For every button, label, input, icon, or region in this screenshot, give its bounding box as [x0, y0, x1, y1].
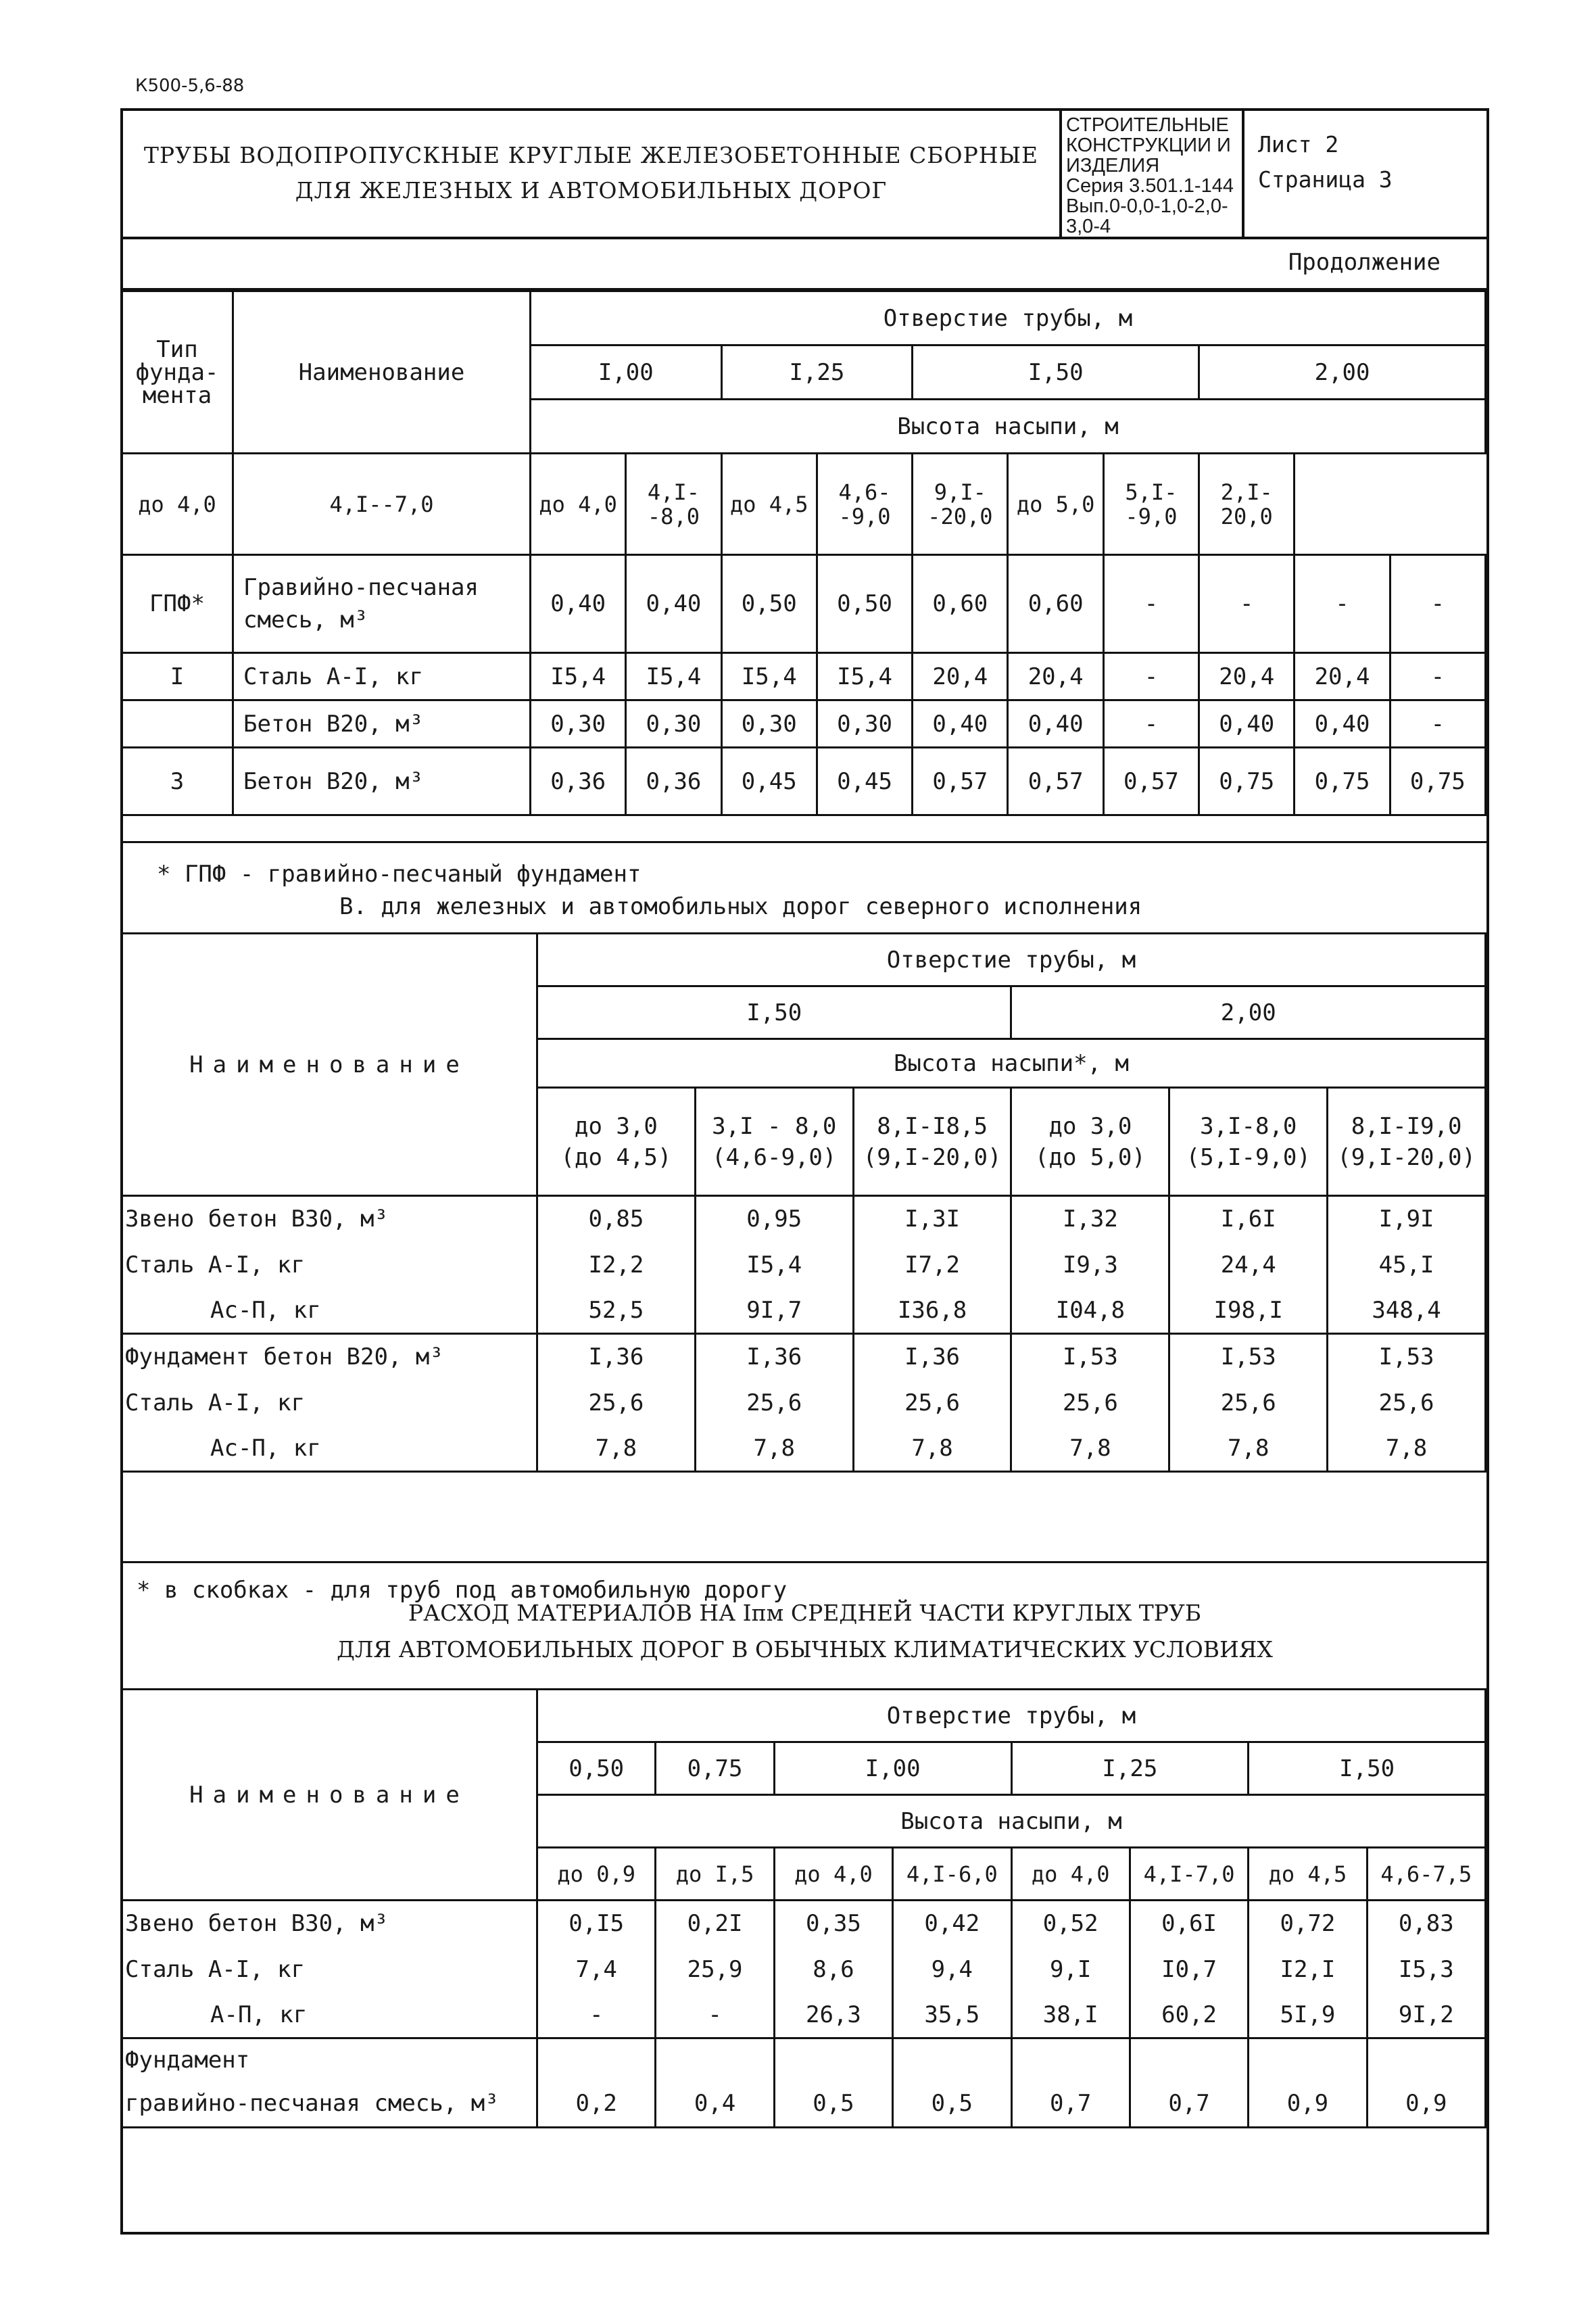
height-cell: 4,6--9,0: [817, 454, 912, 555]
value-cell: [893, 2038, 1011, 2082]
value-cell: 35,5: [893, 1992, 1011, 2038]
type-cell: [122, 700, 233, 748]
value-cell: 25,6: [537, 1380, 696, 1426]
section-b-title: В. для железных и автомобильных дорог северного исполнения: [339, 893, 1142, 920]
height-cell: 4,I-6,0: [893, 1848, 1011, 1901]
opening-cell: 0,50: [537, 1742, 656, 1795]
height-line: (до 5,0): [1035, 1143, 1146, 1171]
name-label: Наименование: [298, 358, 465, 386]
title-line-2: ДЛЯ ЖЕЛЕЗНЫХ И АВТОМОБИЛЬНЫХ ДОРОГ: [295, 177, 888, 204]
table-row: [122, 653, 1486, 700]
value-cell: 0,40: [913, 700, 1008, 748]
table-3-title-line-2: ДЛЯ АВТОМОБИЛЬНЫХ ДОРОГ В ОБЫЧНЫХ КЛИМАТИЧЕСКИХ УСЛОВИЯХ: [337, 1636, 1273, 1663]
value-cell: 0,40: [531, 555, 626, 653]
value-cell: 0,57: [913, 748, 1008, 815]
value-cell: [656, 2038, 774, 2082]
value-cell: 25,9: [656, 1947, 774, 1992]
table-row: [122, 1426, 1486, 1472]
height-cell: [1011, 1088, 1169, 1196]
col-header-type: [122, 291, 233, 454]
value-cell: 25,6: [695, 1380, 853, 1426]
value-cell: -: [1103, 555, 1199, 653]
value-cell: I,36: [695, 1334, 853, 1380]
name-cell: Бетон В20, м³: [233, 748, 531, 815]
value-cell: 0,75: [1295, 748, 1390, 815]
height-line: до 3,0: [1048, 1112, 1132, 1140]
value-cell: 0,2I: [656, 1901, 774, 1947]
value-cell: 26,3: [774, 1992, 892, 2038]
sheet-number: Лист 2: [1258, 131, 1339, 158]
col-header-name: [233, 291, 531, 454]
table-row: [122, 2081, 1486, 2127]
value-cell: 20,4: [1199, 653, 1295, 700]
value-cell: 0,40: [626, 555, 721, 653]
value-cell: I,9I: [1328, 1196, 1486, 1242]
value-cell: I2,2: [537, 1242, 696, 1288]
value-cell: I36,8: [853, 1288, 1011, 1334]
value-cell: 0,4: [656, 2081, 774, 2127]
value-cell: 25,6: [1328, 1380, 1486, 1426]
value-cell: 24,4: [1169, 1242, 1328, 1288]
value-cell: I7,2: [853, 1242, 1011, 1288]
value-cell: 7,8: [1328, 1426, 1486, 1472]
value-cell: 20,4: [1295, 653, 1390, 700]
value-cell: 0,72: [1249, 1901, 1367, 1947]
north-table: [120, 932, 1486, 1473]
type-cell: ГПФ*: [122, 555, 233, 653]
table-3-title-line-1: РАСХОД МАТЕРИАЛОВ НА Iпм СРЕДНЕЙ ЧАСТИ КРУГЛЫХ ТРУБ: [408, 1600, 1202, 1626]
value-cell: I9,3: [1011, 1242, 1169, 1288]
value-cell: 0,60: [913, 555, 1008, 653]
series-line: ИЗДЕЛИЯ: [1066, 155, 1160, 176]
value-cell: 7,8: [537, 1426, 696, 1472]
document-title: [123, 138, 1059, 208]
table-row: [122, 2038, 1486, 2082]
note-block-1: [123, 841, 1486, 920]
table-row: [122, 1947, 1486, 1992]
value-cell: 0,30: [817, 700, 912, 748]
foundation-table: [120, 290, 1486, 816]
value-cell: I98,I: [1169, 1288, 1328, 1334]
value-cell: 0,30: [531, 700, 626, 748]
value-cell: 0,30: [626, 700, 721, 748]
table-row: [122, 700, 1486, 748]
value-cell: 0,40: [1008, 700, 1103, 748]
value-cell: 0,6I: [1130, 1901, 1248, 1947]
value-cell: 0,36: [626, 748, 721, 815]
value-cell: 25,6: [1011, 1380, 1169, 1426]
value-cell: [1011, 2038, 1130, 2082]
name-cell: Сталь А-I, кг: [122, 1242, 537, 1288]
footnote-brackets: * в скобках - для труб под автомобильную дорогу: [137, 1577, 788, 1604]
name-cell: Звено бетон В30, м³: [122, 1196, 537, 1242]
value-cell: 0,83: [1367, 1901, 1485, 1947]
type-cell: 3: [122, 748, 233, 815]
value-cell: I5,3: [1367, 1947, 1485, 1992]
value-cell: I5,4: [626, 653, 721, 700]
height-cell: [537, 1088, 696, 1196]
document-code: К500-5,6-88: [135, 76, 245, 96]
height-line: 3,I-8,0: [1200, 1112, 1297, 1140]
value-cell: [774, 2038, 892, 2082]
value-cell: 52,5: [537, 1288, 696, 1334]
height-cell: до 0,9: [537, 1848, 656, 1901]
value-cell: 0,60: [1008, 555, 1103, 653]
value-cell: 7,8: [695, 1426, 853, 1472]
value-cell: 7,4: [537, 1947, 656, 1992]
value-cell: 0,75: [1390, 748, 1485, 815]
value-cell: 0,7: [1130, 2081, 1248, 2127]
series-cell: [1059, 111, 1242, 237]
opening-cell: 2,00: [1199, 345, 1486, 400]
col-header-height: Высота насыпи, м: [531, 400, 1486, 454]
value-cell: 20,4: [1008, 653, 1103, 700]
height-cell: до 4,5: [721, 454, 817, 555]
value-cell: 9,4: [893, 1947, 1011, 1992]
value-cell: 0,50: [817, 555, 912, 653]
value-cell: -: [1390, 555, 1485, 653]
value-cell: 0,7: [1011, 2081, 1130, 2127]
height-line: (5,I-9,0): [1186, 1143, 1311, 1171]
value-cell: 0,9: [1367, 2081, 1485, 2127]
height-cell: 2,I-20,0: [1199, 454, 1295, 555]
name-cell: Ас-П, кг: [122, 1426, 537, 1472]
value-cell: 7,8: [1011, 1426, 1169, 1472]
height-cell: [695, 1088, 853, 1196]
value-cell: -: [1199, 555, 1295, 653]
height-line: (9,I-20,0): [1337, 1143, 1476, 1171]
value-cell: I,53: [1011, 1334, 1169, 1380]
opening-cell: I,50: [537, 986, 1011, 1039]
col-header-opening: Отверстие трубы, м: [537, 934, 1486, 986]
value-cell: 0,40: [1295, 700, 1390, 748]
value-cell: 0,45: [721, 748, 817, 815]
table-row: [122, 1901, 1486, 1947]
name-cell: Гравийно-песчаная смесь, м³: [233, 555, 531, 653]
col-header-height: Высота насыпи*, м: [537, 1039, 1486, 1088]
value-cell: -: [656, 1992, 774, 2038]
title-line-1: ТРУБЫ ВОДОПРОПУСКНЫЕ КРУГЛЫЕ ЖЕЛЕЗОБЕТОННЫЕ СБОРНЫЕ: [143, 142, 1039, 168]
value-cell: 0,5: [774, 2081, 892, 2127]
value-cell: 7,8: [853, 1426, 1011, 1472]
table-row: [122, 1242, 1486, 1288]
name-cell: Сталь А-I, кг: [122, 1380, 537, 1426]
height-line: (до 4,5): [560, 1143, 672, 1171]
height-cell: до 4,0: [1011, 1848, 1130, 1901]
name-cell: Сталь А-I, кг: [122, 1947, 537, 1992]
value-cell: I,36: [537, 1334, 696, 1380]
value-cell: 60,2: [1130, 1992, 1248, 2038]
height-line: 8,I-I8,5: [877, 1112, 988, 1140]
name-cell: Ас-П, кг: [122, 1288, 537, 1334]
value-cell: 0,45: [817, 748, 912, 815]
value-cell: 7,8: [1169, 1426, 1328, 1472]
height-cell: [1328, 1088, 1486, 1196]
name-cell: Звено бетон В30, м³: [122, 1901, 537, 1947]
value-cell: 9I,7: [695, 1288, 853, 1334]
value-cell: 9I,2: [1367, 1992, 1485, 2038]
value-cell: 0,57: [1008, 748, 1103, 815]
value-cell: [1249, 2038, 1367, 2082]
name-cell: гравийно-песчаная смесь, м³: [122, 2081, 537, 2127]
value-cell: -: [1390, 700, 1485, 748]
table-row: [122, 1288, 1486, 1334]
value-cell: 20,4: [913, 653, 1008, 700]
series-issue: Вып.0-0,0-1,0-2,0-3,0-4: [1066, 195, 1228, 237]
height-line: до 3,0: [575, 1112, 658, 1140]
col-header-opening: Отверстие трубы, м: [537, 1690, 1486, 1742]
road-table: [120, 1688, 1486, 2128]
value-cell: 9,I: [1011, 1947, 1130, 1992]
value-cell: 45,I: [1328, 1242, 1486, 1288]
value-cell: 348,4: [1328, 1288, 1486, 1334]
table-row: [122, 748, 1486, 815]
value-cell: 0,42: [893, 1901, 1011, 1947]
type-cell: I: [122, 653, 233, 700]
opening-cell: I,50: [1249, 1742, 1486, 1795]
opening-cell: I,25: [1011, 1742, 1249, 1795]
value-cell: -: [537, 1992, 656, 2038]
table-row: [122, 1334, 1486, 1380]
value-cell: I,32: [1011, 1196, 1169, 1242]
value-cell: I2,I: [1249, 1947, 1367, 1992]
name-cell: Фундамент бетон В20, м³: [122, 1334, 537, 1380]
value-cell: I,53: [1169, 1334, 1328, 1380]
height-line: (4,6-9,0): [712, 1143, 837, 1171]
height-cell: [853, 1088, 1011, 1196]
value-cell: 0,85: [537, 1196, 696, 1242]
value-cell: I,3I: [853, 1196, 1011, 1242]
drawing-frame: [120, 108, 1489, 2235]
value-cell: 25,6: [853, 1380, 1011, 1426]
value-cell: 38,I: [1011, 1992, 1130, 2038]
continuation-row: [123, 239, 1486, 290]
title-block: [123, 111, 1486, 239]
col-header-name: Наименование: [122, 1690, 537, 1901]
value-cell: [537, 2038, 656, 2082]
height-cell: до I,5: [656, 1848, 774, 1901]
value-cell: 25,6: [1169, 1380, 1328, 1426]
height-cell: до 4,0: [774, 1848, 892, 1901]
height-line: (9,I-20,0): [863, 1143, 1002, 1171]
height-line: 8,I-I9,0: [1351, 1112, 1462, 1140]
height-cell: до 4,0: [122, 454, 233, 555]
footnote-gpf: * ГПФ - гравийно-песчаный фундамент: [157, 861, 642, 888]
col-header-height: Высота насыпи, м: [537, 1795, 1486, 1848]
value-cell: 8,6: [774, 1947, 892, 1992]
value-cell: I04,8: [1011, 1288, 1169, 1334]
opening-cell: 2,00: [1011, 986, 1486, 1039]
series-line: КОНСТРУКЦИИ И: [1066, 135, 1231, 156]
value-cell: 0,95: [695, 1196, 853, 1242]
type-label: Тип фунда-мента: [135, 335, 219, 409]
height-cell: 5,I--9,0: [1103, 454, 1199, 555]
value-cell: 0,30: [721, 700, 817, 748]
name-cell: Сталь А-I, кг: [233, 653, 531, 700]
value-cell: 0,2: [537, 2081, 656, 2127]
value-cell: I5,4: [531, 653, 626, 700]
value-cell: 0,40: [1199, 700, 1295, 748]
col-header-name: Наименование: [122, 934, 537, 1196]
value-cell: -: [1103, 700, 1199, 748]
name-cell: А-П, кг: [122, 1992, 537, 2038]
value-cell: 5I,9: [1249, 1992, 1367, 2038]
height-cell: до 5,0: [1008, 454, 1103, 555]
name-cell: Фундамент: [122, 2038, 537, 2082]
height-cell: до 4,5: [1249, 1848, 1367, 1901]
height-cell: до 4,0: [531, 454, 626, 555]
height-cell: [1169, 1088, 1328, 1196]
value-cell: I5,4: [817, 653, 912, 700]
col-header-opening: Отверстие трубы, м: [531, 291, 1486, 345]
opening-cell: I,00: [531, 345, 722, 400]
table-3-title: [123, 1595, 1486, 1668]
value-cell: 0,9: [1249, 2081, 1367, 2127]
name-cell: Бетон В20, м³: [233, 700, 531, 748]
series-number: Серия 3.501.1-144: [1066, 175, 1234, 197]
value-cell: I0,7: [1130, 1947, 1248, 1992]
value-cell: [1367, 2038, 1485, 2082]
height-cell: 9,I--20,0: [913, 454, 1008, 555]
height-cell: 4,I--7,0: [233, 454, 531, 555]
height-cell: 4,I-7,0: [1130, 1848, 1248, 1901]
opening-cell: I,50: [913, 345, 1199, 400]
height-cell: 4,I--8,0: [626, 454, 721, 555]
opening-cell: 0,75: [656, 1742, 774, 1795]
height-line: 3,I - 8,0: [712, 1112, 837, 1140]
value-cell: -: [1390, 653, 1485, 700]
value-cell: 0,57: [1103, 748, 1199, 815]
value-cell: 0,I5: [537, 1901, 656, 1947]
value-cell: 0,5: [893, 2081, 1011, 2127]
value-cell: 0,52: [1011, 1901, 1130, 1947]
value-cell: I,6I: [1169, 1196, 1328, 1242]
value-cell: 0,50: [721, 555, 817, 653]
value-cell: 0,75: [1199, 748, 1295, 815]
opening-cell: I,25: [721, 345, 913, 400]
sheet-cell: [1242, 111, 1486, 237]
series-line: СТРОИТЕЛЬНЫЕ: [1066, 114, 1229, 136]
opening-cell: I,00: [774, 1742, 1011, 1795]
height-cell: 4,6-7,5: [1367, 1848, 1485, 1901]
page-number: Страница 3: [1258, 166, 1393, 193]
table-row: [122, 555, 1486, 653]
table-row: [122, 1992, 1486, 2038]
value-cell: [1130, 2038, 1248, 2082]
continuation-label: Продолжение: [1288, 249, 1441, 276]
value-cell: I,36: [853, 1334, 1011, 1380]
value-cell: -: [1103, 653, 1199, 700]
table-row: [122, 1380, 1486, 1426]
value-cell: 0,36: [531, 748, 626, 815]
value-cell: I,53: [1328, 1334, 1486, 1380]
table-row: [122, 1196, 1486, 1242]
value-cell: I5,4: [695, 1242, 853, 1288]
value-cell: 0,35: [774, 1901, 892, 1947]
value-cell: I5,4: [721, 653, 817, 700]
value-cell: -: [1295, 555, 1390, 653]
